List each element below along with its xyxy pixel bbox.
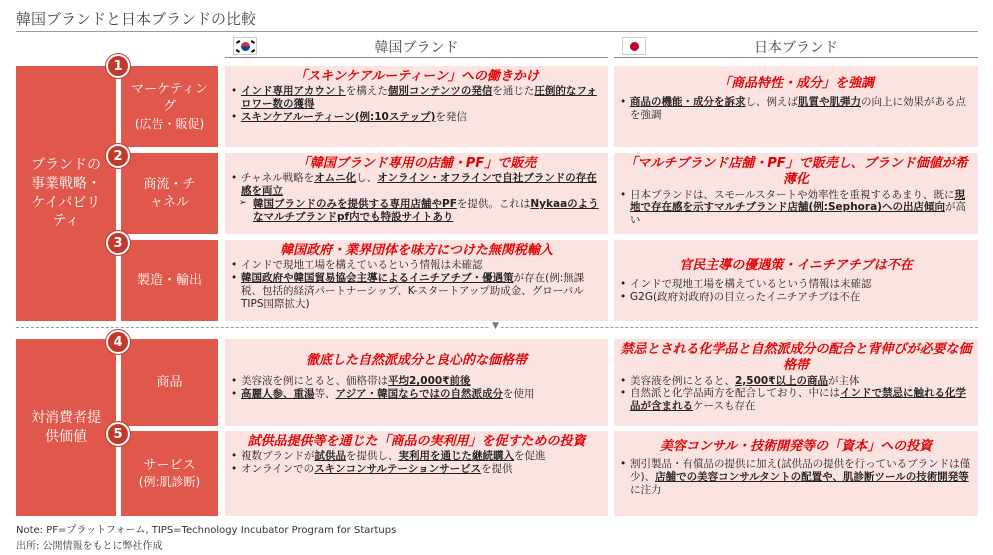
headline: 徹底した自然派成分と良心的な価格帯 (305, 353, 527, 368)
bullet-item: • 商品の機能・成分を訴求し、例えば肌質や肌弾力の向上に効果がある点を強調 (620, 96, 972, 122)
row-label-product: 商品 (121, 339, 218, 426)
bullet-item: • インドで現地工場を構えているという情報は未確認 (231, 259, 602, 272)
headline: 「スキンケアルーティーン」への働きかけ (294, 69, 539, 84)
bullet-item: • 韓国政府や韓国貿易協会主導によるイニチアチブ・優遇策が存在(例:無課税、包括的経済パートナーシップ、K-スタートアップ助成金、グローバルTIPS国際拡大) (231, 272, 602, 310)
bullet-item: • 美容液を例にとると、価格帯は平均2,000₹前後 (231, 375, 602, 388)
cell-korea-marketing (225, 66, 608, 147)
column-header-japan-label: 日本ブランド (754, 40, 838, 56)
bullet-item: • 複数ブランドが試供品を提供し、実利用を通じた継続購入を促進 (231, 450, 602, 463)
title-divider (16, 31, 978, 32)
group-label-consumer: 対消費者提供価値 (16, 339, 116, 516)
headline: 韓国政府・業界団体を味方につけた無関税輸入 (280, 243, 553, 258)
row-label-marketing-text: マーケティング (131, 81, 208, 115)
headline: 「商品特性・成分」を強調 (717, 76, 874, 91)
bullet-item: • インド専用アカウントを構えた個別コンテンツの発信を通じた圧倒的なフォロワー数の獲得 (231, 85, 602, 111)
bullet-item: • インドで現地工場を構えているという情報は未確認 (620, 278, 972, 291)
number-badge-2: 2 (106, 144, 130, 168)
cell-japan-service (614, 431, 978, 516)
headline: 美容コンサル・技術開発等の「資本」への投資 (659, 439, 933, 454)
source-note: 出所: 公開情報をもとに弊社作成 (16, 541, 163, 552)
number-badge-3: 3 (106, 231, 130, 255)
row-label-service-text: サービス (143, 457, 196, 473)
column-header-japan (614, 36, 978, 58)
column-header-korea (225, 36, 608, 58)
bullet-item: • オンラインでのスキンコンサルテーションサービスを提供 (231, 463, 602, 476)
korea-flag-icon (233, 37, 257, 55)
row-label-marketing (121, 66, 218, 147)
row-label-service-sub: (例:肌診断) (138, 475, 201, 490)
cell-korea-manufacturing (225, 240, 608, 321)
group-label-strategy: ブランドの事業戦略・ケイパビリティ (16, 66, 116, 321)
bullet-item: • 割引製品・有償品の提供に加え(試供品の提供を行っているブランドは僅少)、店舗での美容コンサルタントの配置や、肌診断ツールの技術開発等に注力 (620, 458, 972, 496)
bullet-item: • スキンケアルーティーン(例:10ステップ)を発信 (231, 111, 602, 124)
headline: 禁忌とされる化学品と自然派成分の配合と背伸びが必要な価格帯 (620, 342, 972, 374)
cell-korea-channel (225, 153, 608, 234)
bullet-item: • 美容液を例にとると、2,500₹以上の商品が主体 (620, 375, 972, 388)
cell-japan-marketing (614, 66, 978, 147)
down-arrow-icon: ▼ (492, 321, 499, 331)
column-header-korea-label: 韓国ブランド (374, 40, 459, 56)
cell-japan-manufacturing (614, 240, 978, 321)
bullet-item: • 自然派と化学品両方を配合しており、中にはインドで禁忌に触れる化学品が含まれるケースも存在 (620, 387, 972, 413)
bullet-subitem: ➢ 韓国ブランドのみを提供する専用店舗やPFを提供。これはNykaaのようなマルチブランドpf内でも特設サイトあり (231, 198, 602, 224)
cell-korea-product (225, 339, 608, 426)
number-badge-5: 5 (106, 422, 130, 446)
row-label-service (121, 431, 218, 516)
cell-japan-product (614, 339, 978, 426)
headline: 「韓国ブランド専用の店舗・PF」で販売 (296, 156, 537, 171)
headline: 「マルチブランド店舗・PF」で販売し、ブランド価値が希薄化 (624, 156, 968, 188)
number-badge-1: 1 (106, 54, 130, 78)
number-badge-4: 4 (106, 330, 130, 354)
bullet-item: • G2G(政府対政府)の目立ったイニチアチブは不在 (620, 291, 972, 304)
cell-korea-service (225, 431, 608, 516)
bullet-item: • 日本ブランドは、スモールスタートや効率性を重視するあまり、既に現地で存在感を示すマルチブランド店舗(例:Sephora)への出店傾向が高い (620, 189, 972, 227)
bullet-item: • 高麗人参、重湯等、アジア・韓国ならではの自然派成分を使用 (231, 388, 602, 401)
cell-japan-channel (614, 153, 978, 234)
bullet-item: • チャネル戦略をオムニ化し、オンライン・オフラインで自社ブランドの存在感を両立 (231, 172, 602, 198)
headline: 官民主導の優遇策・イニチアチブは不在 (679, 258, 913, 273)
headline: 試供品提供等を通じた「商品の実利用」を促すための投資 (247, 434, 586, 449)
row-label-manufacturing: 製造・輸出 (121, 240, 218, 321)
page-title: 韓国ブランドと日本ブランドの比較 (16, 10, 257, 28)
footnote: Note: PF=プラットフォーム, TIPS=Technology Incubator Program for Startups (16, 525, 397, 536)
row-label-channel: 商流・チャネル (121, 153, 218, 234)
row-label-marketing-sub: (広告・販促) (134, 116, 205, 131)
japan-flag-icon (622, 37, 646, 55)
